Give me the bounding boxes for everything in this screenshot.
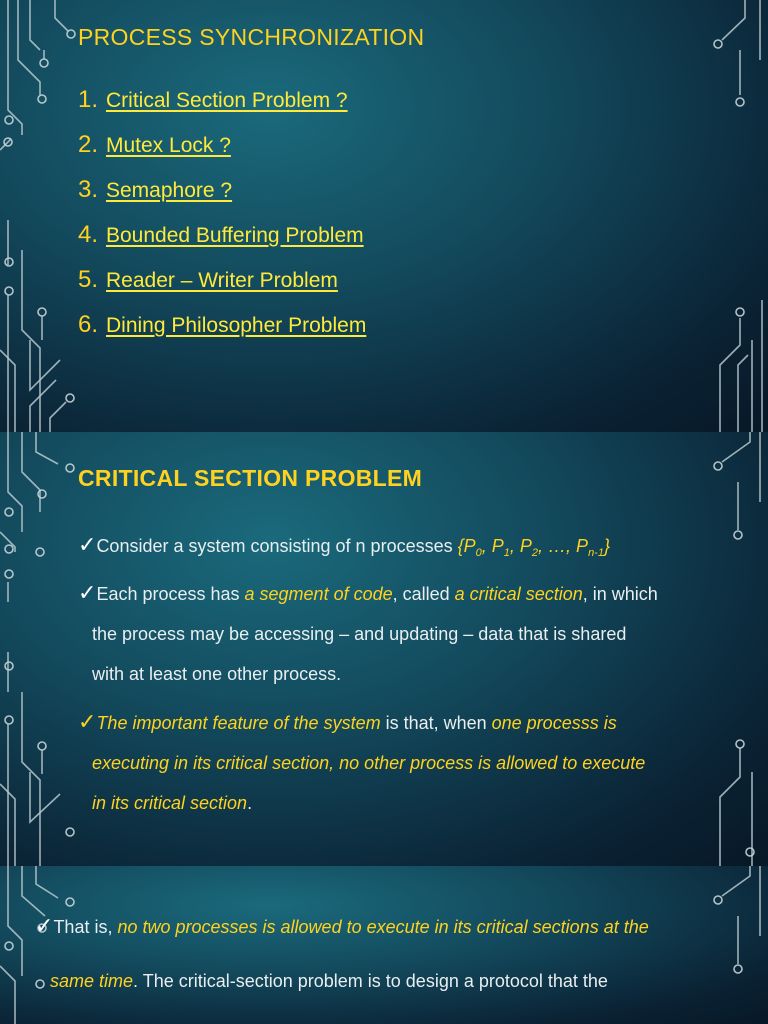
- highlight: no two processes is allowed to execute in its critical sections at the: [117, 917, 649, 937]
- topic-item[interactable]: [78, 221, 366, 266]
- set-part: , P: [481, 536, 504, 556]
- topic-link-dining-philosopher[interactable]: Dining Philosopher Problem: [106, 314, 367, 337]
- item-number: 3.: [78, 176, 99, 203]
- slide-title: PROCESS SYNCHRONIZATION: [78, 24, 425, 50]
- bullet-3-line-3: [92, 783, 252, 823]
- checkmark-icon: ✓: [78, 709, 97, 734]
- topic-item[interactable]: [78, 176, 366, 221]
- item-number: 2.: [78, 131, 99, 158]
- highlight: in its critical section: [92, 793, 248, 813]
- checkmark-icon: ✓: [35, 913, 54, 938]
- slide-3: [0, 866, 768, 1024]
- highlight: one processs is: [491, 713, 617, 733]
- topic-link-reader-writer[interactable]: Reader – Writer Problem: [106, 269, 338, 292]
- bullet-1-line-2: [50, 961, 750, 1001]
- bullet-2-line-2: the process may be accessing – and updating – data that is shared: [92, 624, 627, 644]
- highlight: a segment of code: [244, 584, 393, 604]
- topic-link-semaphore[interactable]: Semaphore ?: [106, 179, 233, 202]
- topic-link-bounded-buffer[interactable]: Bounded Buffering Problem: [106, 224, 364, 247]
- slide-2: [0, 432, 768, 866]
- bullet-text: . The critical-section problem is to design a protocol that the: [133, 971, 608, 991]
- bullet-text: is that, when: [380, 713, 492, 733]
- highlight: a critical section: [454, 584, 583, 604]
- topic-list: [78, 86, 366, 356]
- topic-link-mutex-lock[interactable]: Mutex Lock ?: [106, 134, 231, 157]
- topic-item[interactable]: [78, 311, 366, 356]
- highlight: same time: [50, 971, 134, 991]
- bullet-2-line-3: with at least one other process.: [92, 664, 342, 684]
- process-set: [457, 536, 610, 559]
- subscript: 2: [531, 547, 539, 559]
- subscript: 0: [475, 547, 482, 559]
- bullet-text: , in which: [582, 584, 658, 604]
- topic-item[interactable]: [78, 266, 366, 311]
- bullet-text: .: [247, 793, 253, 813]
- bullet-3: [78, 702, 748, 743]
- bullet-text: , called: [392, 584, 455, 604]
- bullet-1: [78, 525, 748, 573]
- bullet-1: [35, 906, 735, 947]
- subscript: n-1: [588, 547, 604, 559]
- set-part: , …, P: [538, 536, 589, 556]
- set-part: }: [603, 536, 610, 556]
- topic-item[interactable]: [78, 131, 366, 176]
- bullet-text: Consider a system consisting of n processes: [96, 536, 458, 556]
- checkmark-icon: ✓: [78, 580, 97, 605]
- item-number: 4.: [78, 221, 99, 248]
- item-number: 6.: [78, 311, 99, 338]
- slide-1: [0, 0, 768, 432]
- bullet-3-line-2: executing in its critical section, no other process is allowed to execute: [92, 753, 646, 773]
- slide-title: CRITICAL SECTION PROBLEM: [78, 465, 423, 491]
- topic-link-critical-section[interactable]: Critical Section Problem ?: [106, 89, 348, 112]
- checkmark-icon: ✓: [78, 532, 97, 557]
- bullet-2: [78, 573, 748, 614]
- topic-item[interactable]: [78, 86, 366, 131]
- set-part: {P: [457, 536, 476, 556]
- item-number: 1.: [78, 86, 99, 113]
- subscript: 1: [503, 547, 510, 559]
- set-part: , P: [509, 536, 532, 556]
- bullet-text: That is,: [53, 917, 118, 937]
- item-number: 5.: [78, 266, 99, 293]
- highlight: The important feature of the system: [96, 713, 381, 733]
- bullet-text: Each process has: [96, 584, 245, 604]
